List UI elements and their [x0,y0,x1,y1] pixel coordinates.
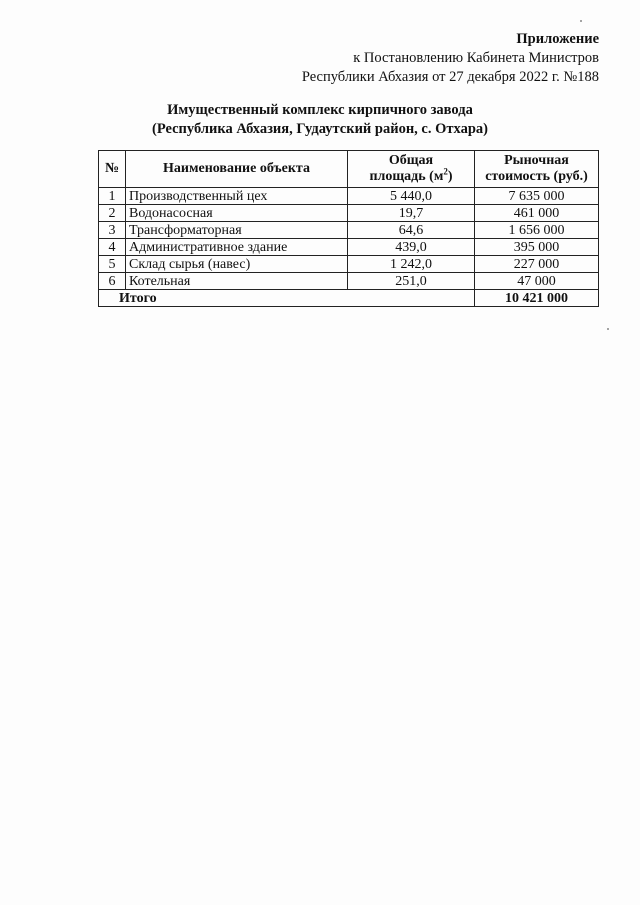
row-name: Котельная [126,273,348,290]
header-price-line-1: Рыночная [504,153,569,168]
table-row [99,256,599,273]
row-num: 2 [99,205,126,222]
row-name: Склад сырья (навес) [126,256,348,273]
header-area-sup: 2 [443,166,448,177]
table-header-row [99,151,599,188]
total-row [99,290,599,307]
document-title-line-1: Имущественный комплекс кирпичного завода [167,102,473,118]
appendix-line-1: к Постановлению Кабинета Министров [353,50,599,66]
row-name: Трансформаторная [126,222,348,239]
row-name: Производственный цех [126,188,348,205]
row-area: 5 440,0 [348,188,475,205]
row-price: 395 000 [475,239,599,256]
header-price [475,151,599,188]
header-area-line-1: Общая [388,153,434,168]
row-name: Водонасосная [126,205,348,222]
header-name: Наименование объекта [126,151,348,188]
table-row [99,273,599,290]
row-area: 1 242,0 [348,256,475,273]
row-price: 7 635 000 [475,188,599,205]
row-num: 1 [99,188,126,205]
row-price: 47 000 [475,273,599,290]
row-num: 5 [99,256,126,273]
header-area [348,151,475,188]
row-price: 1 656 000 [475,222,599,239]
table-row [99,205,599,222]
row-num: 6 [99,273,126,290]
total-price: 10 421 000 [475,290,599,307]
document-title-line-2: (Республика Абхазия, Гудаутский район, с. Отхара) [152,121,488,137]
appendix-header [302,30,599,87]
row-area: 251,0 [348,273,475,290]
row-num: 3 [99,222,126,239]
assets-table [98,150,599,307]
header-area-line-2: площадь (м [369,169,444,184]
row-area: 64,6 [348,222,475,239]
scan-speck [580,20,582,22]
appendix-title: Приложение [516,31,599,47]
document-title [0,101,640,139]
row-price: 227 000 [475,256,599,273]
appendix-line-2: Республики Абхазия от 27 декабря 2022 г. №188 [301,69,599,85]
table-row [99,222,599,239]
total-label: Итого [99,290,475,307]
scan-speck [607,328,609,330]
header-price-line-2: стоимость (руб.) [485,169,588,184]
table-row [99,239,599,256]
table-row [99,188,599,205]
row-area: 439,0 [348,239,475,256]
row-num: 4 [99,239,126,256]
row-price: 461 000 [475,205,599,222]
row-area: 19,7 [348,205,475,222]
header-area-close: ) [447,169,453,184]
row-name: Административное здание [126,239,348,256]
header-num: № [99,151,126,188]
